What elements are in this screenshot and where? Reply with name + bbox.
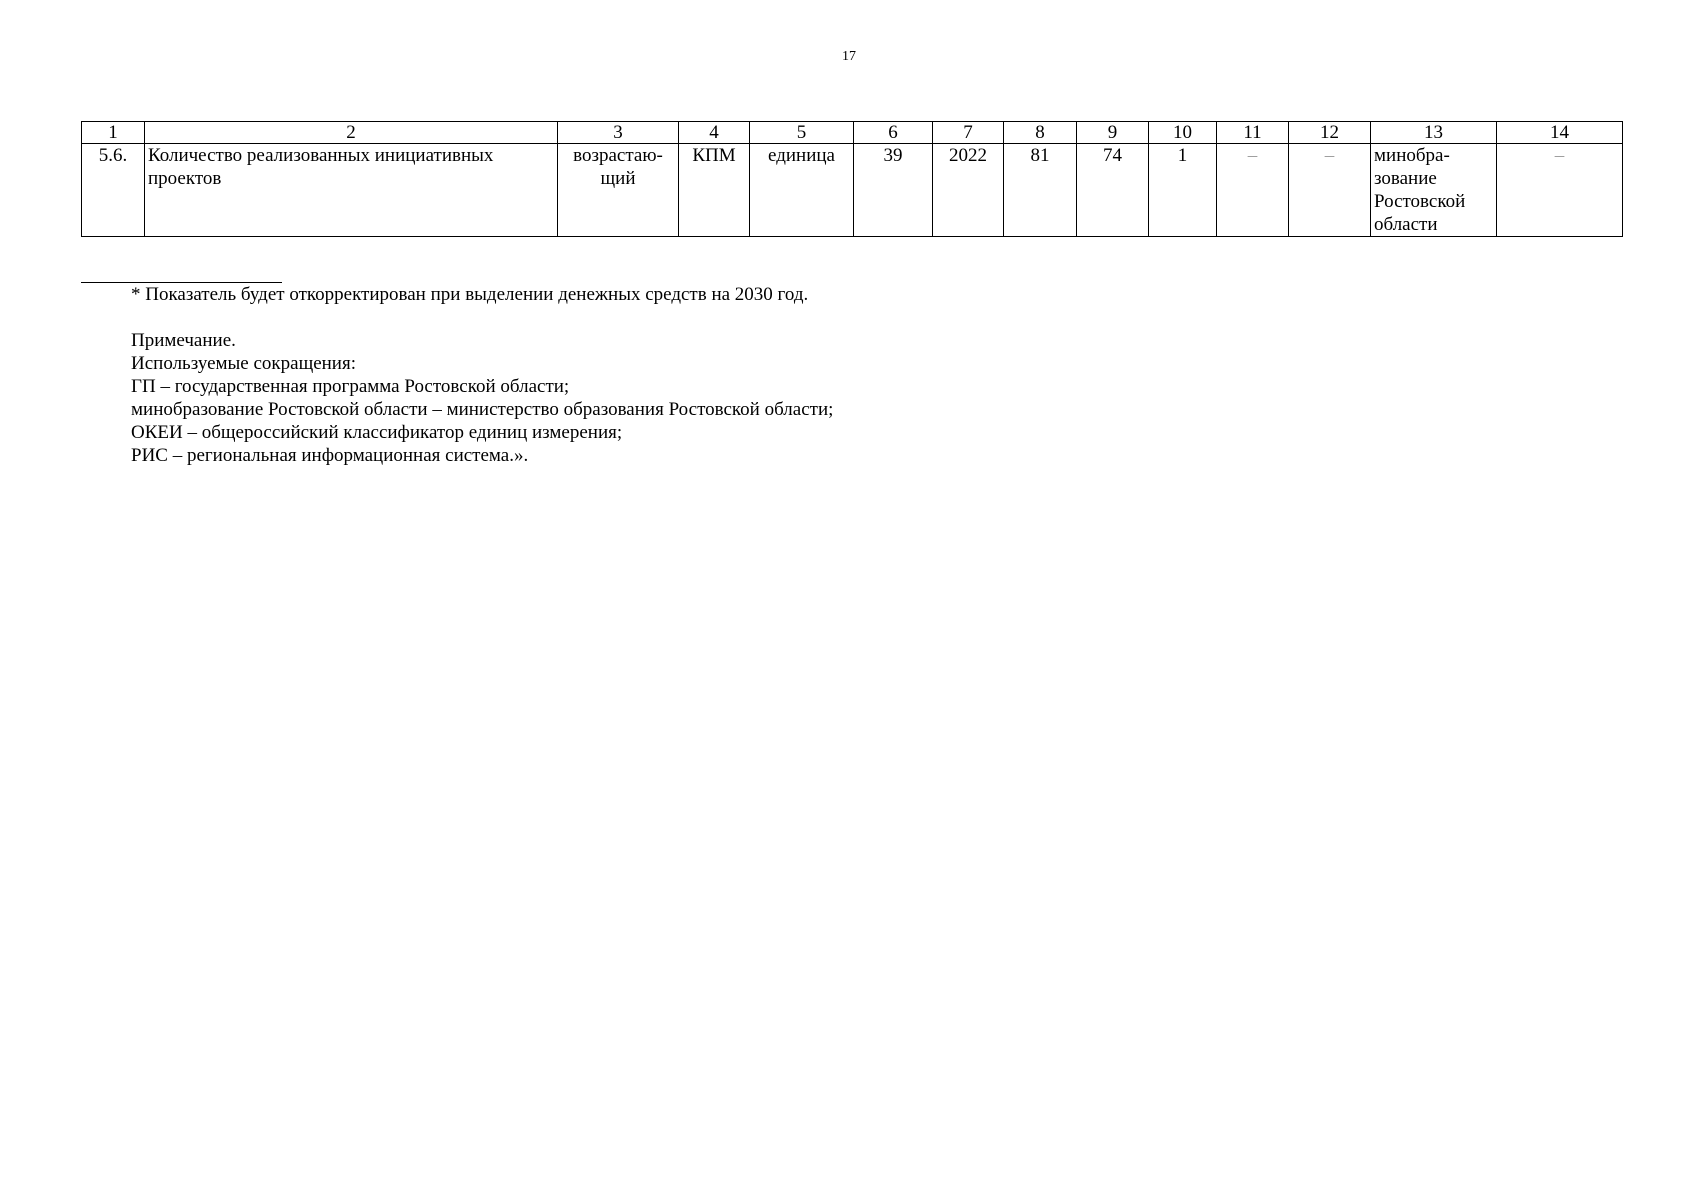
value-col-8: 81 xyxy=(1004,144,1077,237)
header-cell: 12 xyxy=(1289,122,1371,144)
header-cell: 7 xyxy=(933,122,1004,144)
indicator-type: возрастаю-щий xyxy=(558,144,679,237)
notes-title: Примечание. xyxy=(131,330,236,351)
value-col-10: 1 xyxy=(1149,144,1217,237)
header-cell: 10 xyxy=(1149,122,1217,144)
header-cell: 1 xyxy=(82,122,145,144)
footnote: * Показатель будет откорректирован при выделении денежных средств на 2030 год. xyxy=(131,284,809,305)
page-number: 17 xyxy=(842,49,856,64)
indicators-table xyxy=(81,121,1623,237)
value-col-9: 74 xyxy=(1077,144,1149,237)
header-cell: 2 xyxy=(145,122,558,144)
abbreviation-item: ГП – государственная программа Ростовской области; xyxy=(131,376,570,397)
header-cell: 8 xyxy=(1004,122,1077,144)
header-cell: 5 xyxy=(750,122,854,144)
header-cell: 14 xyxy=(1497,122,1623,144)
header-cell: 4 xyxy=(679,122,750,144)
row-number: 5.6. xyxy=(82,144,145,237)
indicator-category: КПМ xyxy=(679,144,750,237)
header-cell: 3 xyxy=(558,122,679,144)
notes-block xyxy=(131,283,833,467)
unit-of-measure: единица xyxy=(750,144,854,237)
value-col-12: – xyxy=(1289,144,1371,237)
indicator-name: Количество реализованных инициативных проектов xyxy=(145,144,558,237)
base-year: 2022 xyxy=(933,144,1004,237)
spacer xyxy=(131,306,833,329)
value-col-14: – xyxy=(1497,144,1623,237)
value-col-11: – xyxy=(1217,144,1289,237)
base-value: 39 xyxy=(854,144,933,237)
abbreviations-title: Используемые сокращения: xyxy=(131,353,356,374)
header-cell: 13 xyxy=(1371,122,1497,144)
responsible-body: минобра-зование Ростовской области xyxy=(1371,144,1497,237)
abbreviation-item: минобразование Ростовской области – министерство образования Ростовской области; xyxy=(131,399,834,420)
table-row xyxy=(82,144,1623,237)
header-cell: 11 xyxy=(1217,122,1289,144)
table-header-row xyxy=(82,122,1623,144)
header-cell: 9 xyxy=(1077,122,1149,144)
abbreviation-item: ОКЕИ – общероссийский классификатор единиц измерения; xyxy=(131,422,623,443)
abbreviation-item: РИС – региональная информационная система.». xyxy=(131,445,529,466)
header-cell: 6 xyxy=(854,122,933,144)
